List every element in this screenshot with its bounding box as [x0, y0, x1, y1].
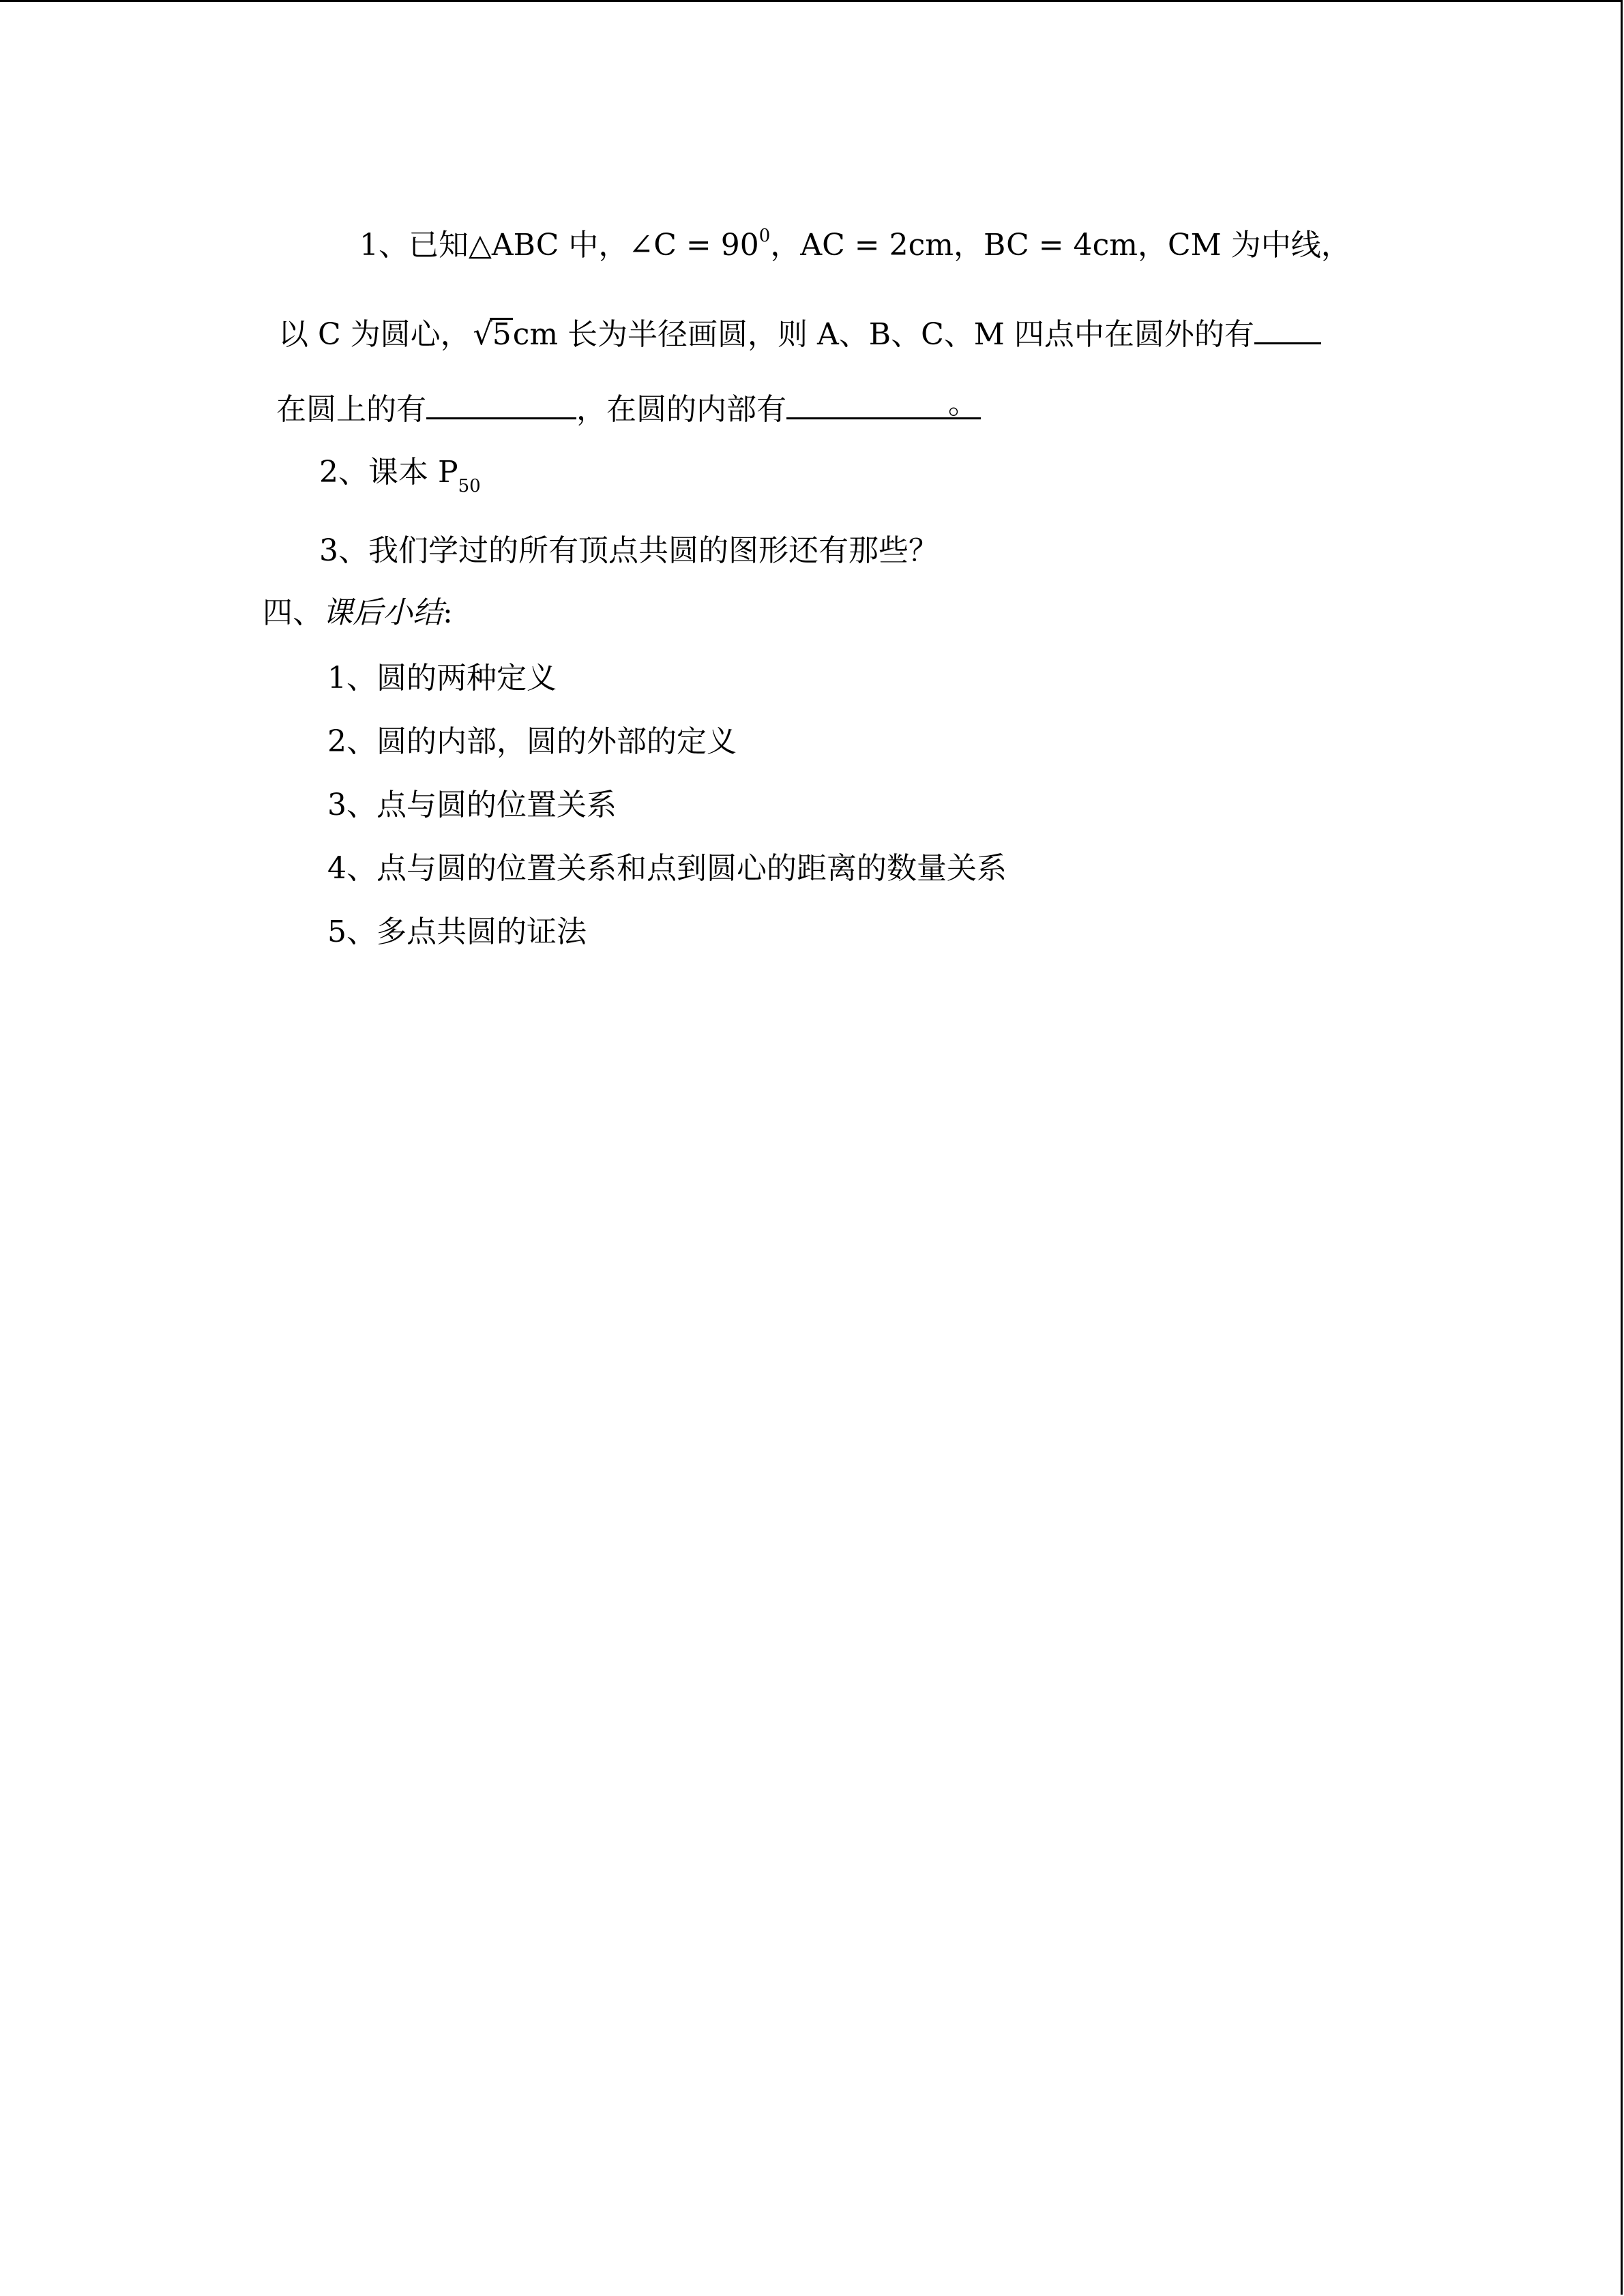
- period-mark: 。: [948, 386, 978, 421]
- summary-item-text: 5、多点共圆的证法: [327, 914, 587, 949]
- summary-item-5: [327, 914, 587, 949]
- page-subscript: 50: [458, 476, 481, 496]
- summary-item-2: [327, 724, 737, 759]
- question-2: [319, 455, 481, 496]
- summary-item-1: [327, 661, 557, 696]
- sqrt-expression: [471, 318, 513, 350]
- answer-blank-inside[interactable]: [786, 387, 981, 419]
- question-1-line-3: [276, 387, 981, 425]
- sqrt-symbol: √: [473, 317, 492, 352]
- question-1-text-c: 以 C 为圆心，: [278, 317, 471, 352]
- question-1-text-a: 1、已知△ABC 中，∠C = 90: [359, 228, 759, 263]
- summary-item-text: 3、点与圆的位置关系: [327, 788, 617, 822]
- summary-item-text: 2、圆的内部，圆的外部的定义: [327, 724, 737, 759]
- question-1-text-e: 在圆上的有: [276, 392, 426, 427]
- question-3-text: 3、我们学过的所有顶点共圆的图形还有那些？: [319, 533, 939, 568]
- degree-superscript: 0: [758, 226, 771, 246]
- summary-item-text: 1、圆的两种定义: [327, 661, 557, 696]
- question-3: [319, 533, 939, 568]
- summary-item-text: 4、点与圆的位置关系和点到圆心的距离的数量关系: [327, 851, 1007, 886]
- question-2-text: 2、课本 P: [319, 455, 458, 490]
- summary-item-3: [327, 790, 617, 820]
- question-1-text-d: cm 长为半径画圆，则 A、B、C、M 四点中在圆外的有: [512, 317, 1254, 352]
- question-1-text-b: ，AC = 2cm，BC = 4cm，CM 为中线，: [770, 228, 1351, 263]
- summary-heading-colon: :: [443, 595, 453, 630]
- summary-item-4: [327, 851, 1007, 886]
- question-1-text-f: ，在圆的内部有: [576, 392, 786, 427]
- answer-blank-outside[interactable]: [1254, 312, 1321, 344]
- question-1-line-1: [359, 226, 1351, 263]
- summary-heading-title: 课后小结: [323, 595, 443, 630]
- answer-blank-on-circle[interactable]: [426, 387, 576, 419]
- sqrt-radicand: 5: [490, 318, 513, 350]
- summary-heading-prefix: 四、: [263, 595, 323, 630]
- summary-heading: [263, 595, 453, 630]
- question-1-line-2: [278, 312, 1321, 350]
